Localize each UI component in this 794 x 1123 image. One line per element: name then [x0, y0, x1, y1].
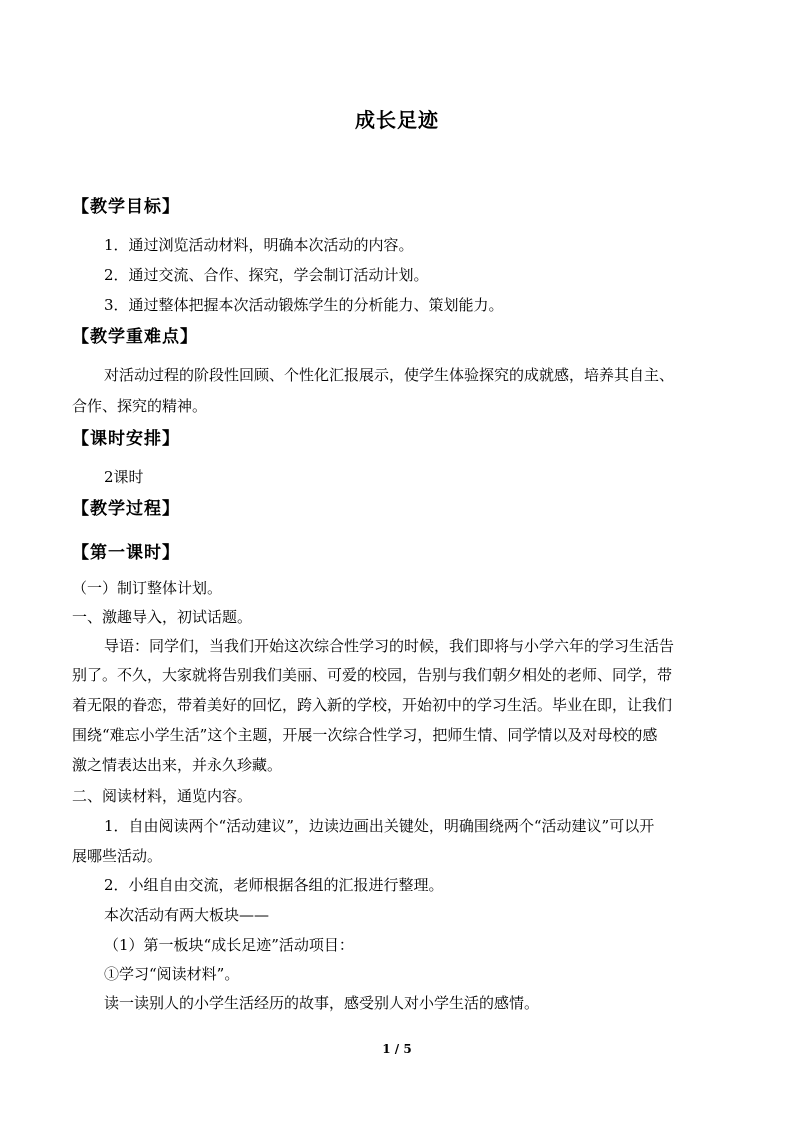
body-line: 别了。不久，大家就将告别我们美丽、可爱的校园，告别与我们朝夕相处的老师、同学，带 — [72, 666, 673, 684]
goal-item-2: 2．通过交流、合作、探究，学会制订活动计划。 — [104, 266, 429, 284]
schedule-text: 2课时 — [104, 468, 144, 486]
body-line: 着无限的眷恋，带着美好的回忆，跨入新的学校，开始初中的学习生活。毕业在即，让我们 — [72, 696, 673, 714]
goal-item-3: 3．通过整体把握本次活动锻炼学生的分析能力、策划能力。 — [104, 296, 504, 314]
body-line: 围绕“难忘小学生活”这个主题，开展一次综合性学习，把师生情、同学情以及对母校的感 — [72, 726, 658, 744]
heading-first-lesson: 【第一课时】 — [72, 543, 180, 563]
body-line: 1．自由阅读两个“活动建议”，边读边画出关键处，明确围绕两个“活动建议”可以开 — [104, 817, 655, 835]
body-line: （一）制订整体计划。 — [72, 579, 223, 597]
goal-item-1: 1．通过浏览活动材料，明确本次活动的内容。 — [104, 236, 414, 254]
body-line: 展哪些活动。 — [72, 847, 163, 865]
heading-key-points: 【教学重难点】 — [72, 327, 198, 347]
page-number: 1 / 5 — [382, 1042, 412, 1056]
body-line: （1）第一板块“成长足迹”活动项目： — [104, 936, 354, 954]
body-line: 导语：同学们，当我们开始这次综合性学习的时候，我们即将与小学六年的学习生活告 — [104, 637, 675, 655]
heading-teaching-goals: 【教学目标】 — [72, 197, 180, 217]
document-title: 成长足迹 — [355, 108, 439, 132]
body-line: 一、激趣导入，初试话题。 — [72, 608, 253, 626]
key-points-line-1: 对活动过程的阶段性回顾、个性化汇报展示，使学生体验探究的成就感，培养其自主、 — [104, 366, 675, 384]
key-points-line-2: 合作、探究的精神。 — [72, 397, 208, 415]
body-line: 二、阅读材料，通览内容。 — [72, 787, 253, 805]
body-line: 读一读别人的小学生活经历的故事，感受别人对小学生活的感情。 — [104, 994, 540, 1012]
heading-teaching-process: 【教学过程】 — [72, 499, 180, 519]
body-line: 本次活动有两大板块—— — [104, 906, 270, 924]
body-line: ①学习“阅读材料”。 — [104, 965, 240, 983]
heading-schedule: 【课时安排】 — [72, 429, 180, 449]
body-line: 2．小组自由交流，老师根据各组的汇报进行整理。 — [104, 876, 444, 894]
body-line: 激之情表达出来，并永久珍藏。 — [72, 756, 283, 774]
